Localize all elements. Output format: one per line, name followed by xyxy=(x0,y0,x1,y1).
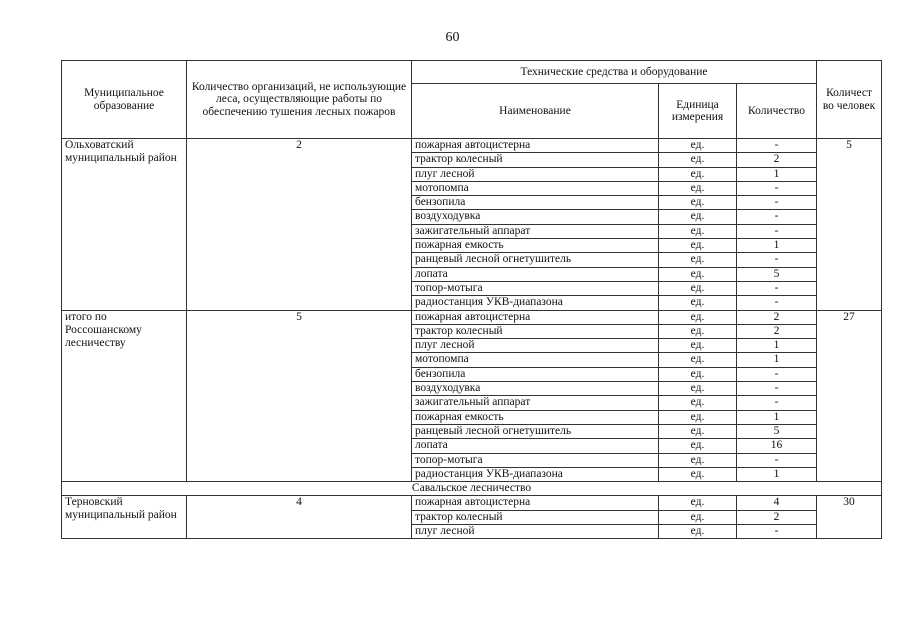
section-title: Савальское лесничество xyxy=(62,482,882,496)
unit-cell: ед. xyxy=(659,424,737,438)
equipment-name-cell: ранцевый лесной огнетушитель xyxy=(412,424,659,438)
quantity-cell: 2 xyxy=(737,510,817,524)
equipment-name-cell: лопата xyxy=(412,439,659,453)
unit-cell: ед. xyxy=(659,453,737,467)
unit-cell: ед. xyxy=(659,339,737,353)
unit-cell: ед. xyxy=(659,281,737,295)
unit-cell: ед. xyxy=(659,167,737,181)
quantity-cell: - xyxy=(737,253,817,267)
equipment-name-cell: трактор колесный xyxy=(412,324,659,338)
unit-cell: ед. xyxy=(659,353,737,367)
unit-cell: ед. xyxy=(659,382,737,396)
equipment-name-cell: ранцевый лесной огнетушитель xyxy=(412,253,659,267)
header-municipality: Муниципальное образование xyxy=(62,61,187,139)
people-cell: 27 xyxy=(817,310,882,482)
quantity-cell: - xyxy=(737,224,817,238)
equipment-name-cell: воздуходувка xyxy=(412,382,659,396)
quantity-cell: 2 xyxy=(737,153,817,167)
municipality-cell: Ольховатский муниципальный район xyxy=(62,139,187,311)
table-row xyxy=(62,496,882,510)
municipality-cell: Терновский муниципальный район xyxy=(62,496,187,539)
quantity-cell: 1 xyxy=(737,467,817,481)
equipment-name-cell: зажигательный аппарат xyxy=(412,224,659,238)
unit-cell: ед. xyxy=(659,525,737,539)
equipment-name-cell: радиостанция УКВ-диапазона xyxy=(412,296,659,310)
equipment-name-cell: воздуходувка xyxy=(412,210,659,224)
unit-cell: ед. xyxy=(659,267,737,281)
quantity-cell: 2 xyxy=(737,324,817,338)
equipment-name-cell: топор-мотыга xyxy=(412,281,659,295)
quantity-cell: - xyxy=(737,281,817,295)
equipment-name-cell: мотопомпа xyxy=(412,181,659,195)
equipment-name-cell: пожарная емкость xyxy=(412,239,659,253)
equipment-name-cell: плуг лесной xyxy=(412,339,659,353)
org-count-cell: 5 xyxy=(187,310,412,482)
equipment-name-cell: лопата xyxy=(412,267,659,281)
unit-cell: ед. xyxy=(659,467,737,481)
quantity-cell: 1 xyxy=(737,410,817,424)
people-cell: 5 xyxy=(817,139,882,311)
quantity-cell: - xyxy=(737,525,817,539)
quantity-cell: - xyxy=(737,396,817,410)
unit-cell: ед. xyxy=(659,196,737,210)
table-header xyxy=(62,61,882,139)
table-body xyxy=(62,139,882,539)
equipment-name-cell: пожарная автоцистерна xyxy=(412,310,659,324)
equipment-name-cell: трактор колесный xyxy=(412,510,659,524)
quantity-cell: 16 xyxy=(737,439,817,453)
unit-cell: ед. xyxy=(659,181,737,195)
quantity-cell: - xyxy=(737,139,817,153)
quantity-cell: - xyxy=(737,196,817,210)
equipment-name-cell: трактор колесный xyxy=(412,153,659,167)
header-unit: Единица измерения xyxy=(659,84,737,139)
quantity-cell: 1 xyxy=(737,167,817,181)
equipment-name-cell: плуг лесной xyxy=(412,167,659,181)
unit-cell: ед. xyxy=(659,253,737,267)
equipment-name-cell: радиостанция УКВ-диапазона xyxy=(412,467,659,481)
quantity-cell: 1 xyxy=(737,353,817,367)
equipment-name-cell: пожарная автоцистерна xyxy=(412,496,659,510)
unit-cell: ед. xyxy=(659,296,737,310)
equipment-name-cell: бензопила xyxy=(412,196,659,210)
municipality-cell: итого по Россошанскому лесничеству xyxy=(62,310,187,482)
unit-cell: ед. xyxy=(659,224,737,238)
quantity-cell: - xyxy=(737,296,817,310)
org-count-cell: 4 xyxy=(187,496,412,539)
equipment-name-cell: пожарная автоцистерна xyxy=(412,139,659,153)
unit-cell: ед. xyxy=(659,324,737,338)
equipment-name-cell: топор-мотыга xyxy=(412,453,659,467)
equipment-table xyxy=(61,60,882,539)
unit-cell: ед. xyxy=(659,139,737,153)
quantity-cell: - xyxy=(737,453,817,467)
header-equipment-name: Наименование xyxy=(412,84,659,139)
equipment-name-cell: бензопила xyxy=(412,367,659,381)
unit-cell: ед. xyxy=(659,310,737,324)
unit-cell: ед. xyxy=(659,367,737,381)
quantity-cell: - xyxy=(737,181,817,195)
header-equipment-group: Технические средства и оборудование xyxy=(412,61,817,84)
section-row xyxy=(62,482,882,496)
quantity-cell: 1 xyxy=(737,239,817,253)
page-number: 60 xyxy=(445,30,460,45)
table-row xyxy=(62,310,882,324)
people-cell: 30 xyxy=(817,496,882,539)
equipment-name-cell: пожарная емкость xyxy=(412,410,659,424)
quantity-cell: 5 xyxy=(737,267,817,281)
header-people: Количест во человек xyxy=(817,61,882,139)
header-quantity: Количество xyxy=(737,84,817,139)
table-row xyxy=(62,139,882,153)
quantity-cell: - xyxy=(737,367,817,381)
quantity-cell: 2 xyxy=(737,310,817,324)
quantity-cell: 5 xyxy=(737,424,817,438)
equipment-name-cell: мотопомпа xyxy=(412,353,659,367)
header-org-count: Количество организаций, не использующие леса, осуществляющие работы по обеспечению тушения лесных пожаров xyxy=(187,61,412,139)
unit-cell: ед. xyxy=(659,410,737,424)
unit-cell: ед. xyxy=(659,210,737,224)
unit-cell: ед. xyxy=(659,439,737,453)
quantity-cell: 1 xyxy=(737,339,817,353)
unit-cell: ед. xyxy=(659,496,737,510)
org-count-cell: 2 xyxy=(187,139,412,311)
quantity-cell: 4 xyxy=(737,496,817,510)
unit-cell: ед. xyxy=(659,239,737,253)
quantity-cell: - xyxy=(737,382,817,396)
quantity-cell: - xyxy=(737,210,817,224)
unit-cell: ед. xyxy=(659,396,737,410)
unit-cell: ед. xyxy=(659,510,737,524)
equipment-name-cell: плуг лесной xyxy=(412,525,659,539)
unit-cell: ед. xyxy=(659,153,737,167)
equipment-name-cell: зажигательный аппарат xyxy=(412,396,659,410)
